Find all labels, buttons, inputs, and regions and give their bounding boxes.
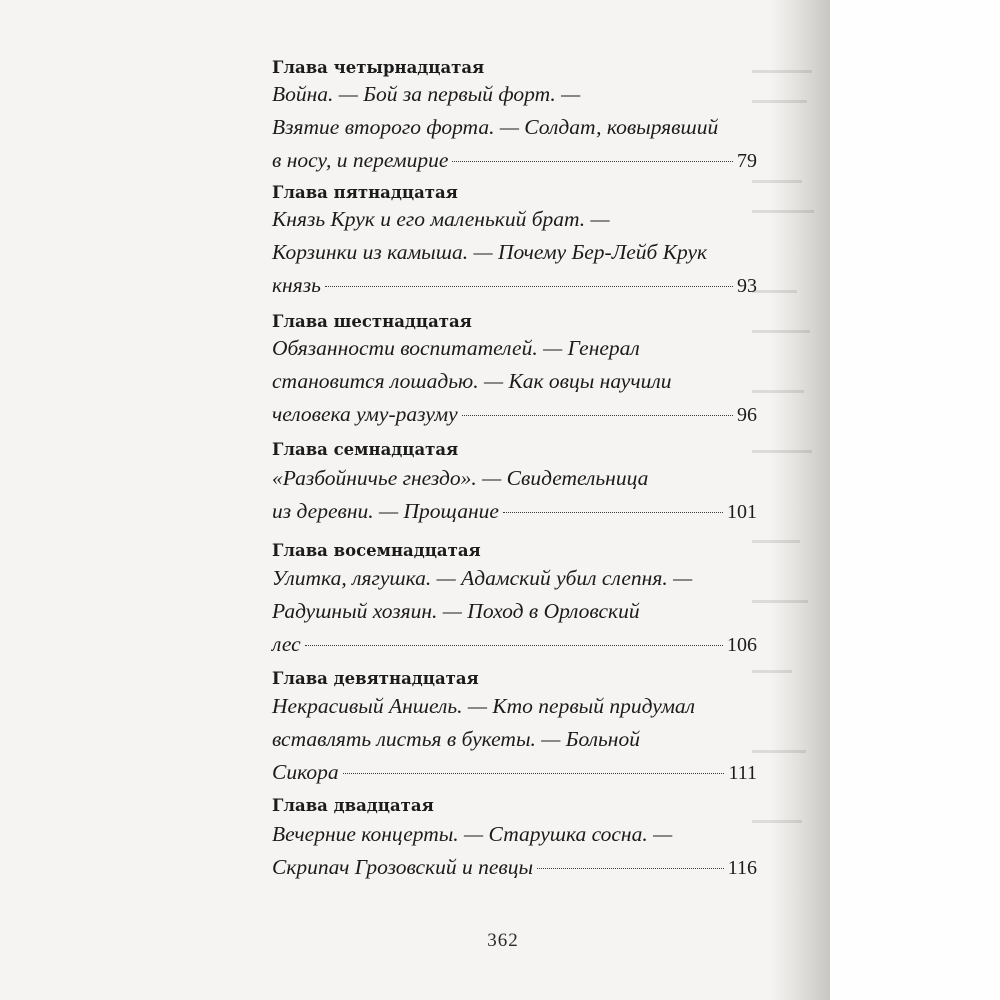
chapter-title: Глава пятнадцатая [272, 183, 458, 202]
chapter-summary-line: Война. — Бой за первый форт. — [272, 82, 581, 106]
chapter-summary-line: в носу, и перемирие [272, 148, 449, 172]
chapter-summary-line: Взятие второго форта. — Солдат, ковырявший [272, 115, 719, 139]
dot-leader [325, 286, 733, 287]
chapter-summary-last-line [272, 147, 757, 174]
chapter-title: Глава шестнадцатая [272, 312, 472, 331]
show-through-text [752, 60, 822, 940]
chapter-summary-last-line [272, 498, 757, 525]
page-folio-number: 362 [487, 930, 519, 951]
chapter-summary-line: Князь Крук и его маленький брат. — [272, 207, 610, 231]
dot-leader [462, 415, 733, 416]
chapter-summary-last-line [272, 759, 757, 786]
chapter-summary-last-line [272, 401, 757, 428]
chapter-summary-line: князь [272, 273, 321, 297]
page-number: 116 [727, 857, 757, 879]
page-number: 79 [737, 150, 757, 172]
page-number: 93 [737, 275, 757, 297]
chapter-title: Глава семнадцатая [272, 440, 459, 459]
chapter-summary-line: Сикора [272, 760, 339, 784]
dot-leader [452, 161, 733, 162]
chapter-summary-line: лес [272, 632, 301, 656]
chapter-title: Глава четырнадцатая [272, 58, 485, 77]
chapter-summary-line: Некрасивый Аншель. — Кто первый придумал [272, 694, 696, 718]
chapter-summary-line: становится лошадью. — Как овцы научили [272, 369, 672, 393]
chapter-summary-line: Обязанности воспитателей. — Генерал [272, 336, 640, 360]
page-number: 96 [737, 404, 757, 426]
chapter-summary-last-line [272, 272, 757, 299]
dot-leader [305, 645, 723, 646]
chapter-summary-line: Радушный хозяин. — Поход в Орловский [272, 599, 640, 623]
chapter-summary-line: из деревни. — Прощание [272, 499, 499, 523]
page-number: 106 [727, 634, 757, 656]
chapter-summary-line: вставлять листья в букеты. — Больной [272, 727, 640, 751]
chapter-summary-last-line [272, 854, 757, 881]
chapter-title: Глава восемнадцатая [272, 541, 481, 560]
chapter-summary-line: Скрипач Грозовский и певцы [272, 855, 534, 879]
chapter-summary-line: Вечерние концерты. — Старушка сосна. — [272, 822, 673, 846]
page-number: 111 [728, 762, 757, 784]
chapter-summary-line: Улитка, лягушка. — Адамский убил слепня. — [272, 566, 693, 590]
facing-page [830, 0, 1000, 1000]
chapter-title: Глава девятнадцатая [272, 669, 479, 688]
chapter-summary-last-line [272, 631, 757, 658]
chapter-summary-line: Корзинки из камыша. — Почему Бер-Лейб Крук [272, 240, 708, 264]
dot-leader [343, 773, 725, 774]
chapter-summary-line: человека уму-разуму [272, 402, 458, 426]
chapter-summary-line: «Разбойничье гнездо». — Свидетельница [272, 466, 649, 490]
page-number: 101 [727, 501, 757, 523]
dot-leader [537, 868, 724, 869]
dot-leader [503, 512, 723, 513]
chapter-title: Глава двадцатая [272, 796, 434, 815]
